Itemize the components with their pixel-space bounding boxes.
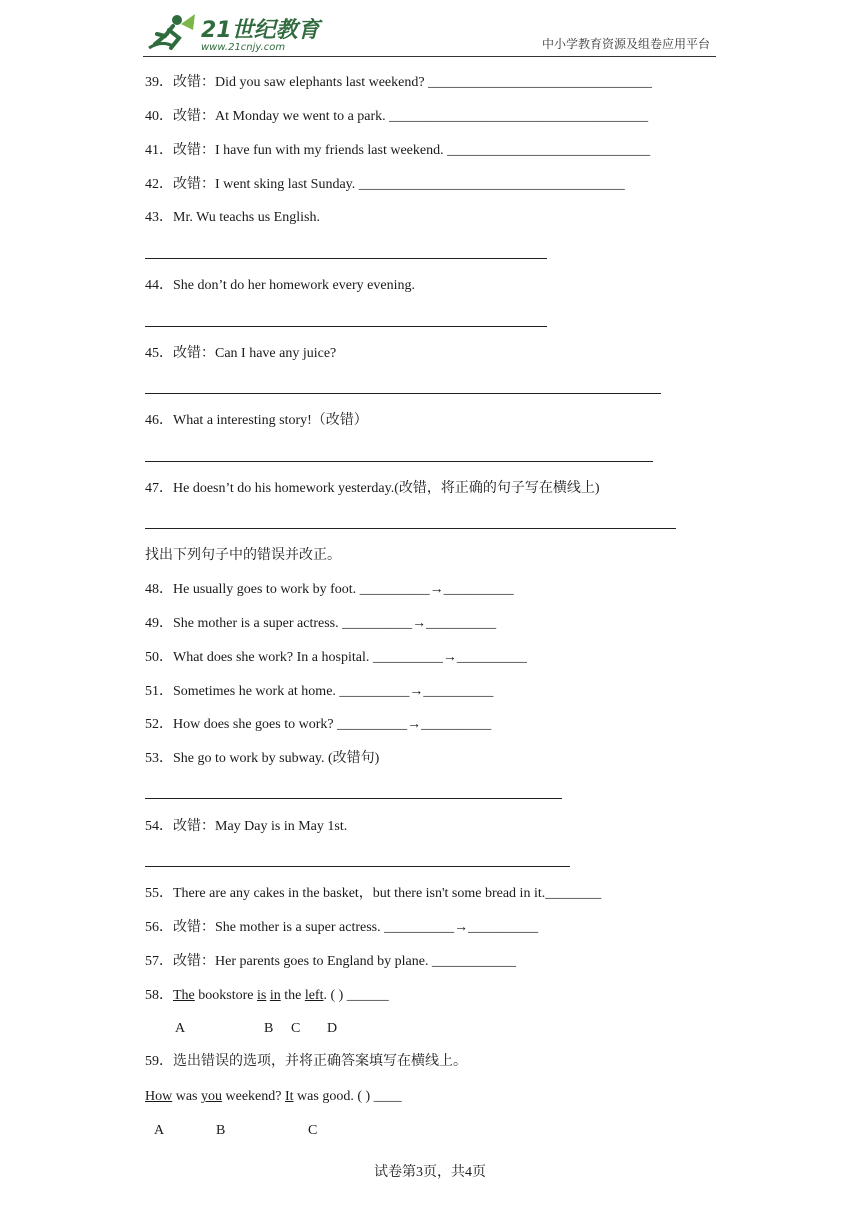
q59-option-b: B	[216, 1123, 226, 1138]
question-58: 58．The bookstore is in the left. ( ) ______	[145, 988, 389, 1003]
question-52: 52．How does she goes to work? __________→__________	[145, 717, 492, 732]
question-41: 41．改错：I have fun with my friends last weekend. _____________________________	[145, 143, 651, 158]
answer-line-46[interactable]	[145, 461, 653, 462]
question-49: 49．She mother is a super actress. __________→__________	[145, 616, 497, 631]
answer-line-53[interactable]	[145, 798, 562, 799]
question-59: How was you weekend? It was good. ( ) ____	[145, 1089, 402, 1104]
question-59-intro: 59．选出错误的选项，并将正确答案填写在横线上。	[145, 1054, 467, 1069]
logo	[143, 10, 343, 54]
question-54: 54．改错：May Day is in May 1st.	[145, 819, 348, 834]
platform-name: 中小学教育资源及组卷应用平台	[541, 37, 710, 51]
q58-option-b: B	[264, 1021, 274, 1036]
option-a-word: How	[145, 1089, 173, 1104]
question-40: 40．改错：At Monday we went to a park. _____________________________________	[145, 109, 649, 124]
q58-option-d: D	[327, 1021, 338, 1036]
option-b-word: you	[201, 1089, 223, 1104]
question-55: 55．There are any cakes in the basket，but there isn't some bread in it.________	[145, 886, 602, 901]
answer-line-54[interactable]	[145, 866, 570, 867]
option-a-word: The	[173, 988, 195, 1003]
answer-line-44[interactable]	[145, 326, 547, 327]
question-58-number: 58．	[145, 988, 173, 1003]
option-c-word: in	[269, 988, 281, 1003]
answer-line-45[interactable]	[145, 393, 661, 394]
question-51: 51．Sometimes he work at home. __________→__________	[145, 684, 494, 699]
question-47: 47．He doesn’t do his homework yesterday.(改错，将正确的句子写在横线上)	[145, 481, 600, 496]
question-57: 57．改错：Her parents goes to England by plane. ____________	[145, 954, 516, 969]
answer-line-47[interactable]	[145, 528, 676, 529]
question-46: 46．What a interesting story!（改错）	[145, 413, 368, 428]
question-53: 53．She go to work by subway. (改错句)	[145, 751, 380, 766]
question-48: 48．He usually goes to work by foot. __________→__________	[145, 582, 514, 597]
option-c-word: It	[284, 1089, 294, 1104]
section-instruction: 找出下列句子中的错误并改正。	[145, 548, 341, 563]
q58-option-a: A	[175, 1021, 186, 1036]
page-footer: 试卷第3页，共4页	[374, 1165, 486, 1180]
option-b-word: is	[256, 988, 267, 1003]
logo-text: 21世纪教育	[201, 18, 320, 43]
question-45: 45．改错：Can I have any juice?	[145, 346, 337, 361]
logo-url: www.21cnjy.com	[201, 42, 286, 53]
runner-logo-icon	[149, 14, 195, 48]
question-43: 43．Mr. Wu teachs us English.	[145, 210, 320, 225]
q59-option-a: A	[154, 1123, 165, 1138]
option-d-word: left	[304, 988, 324, 1003]
question-50: 50．What does she work? In a hospital. __________→__________	[145, 650, 527, 665]
question-42: 42．改错：I went sking last Sunday. ______________________________________	[145, 177, 625, 192]
page-header	[143, 10, 716, 57]
question-39: 39．改错：Did you saw elephants last weekend? ________________________________	[145, 75, 653, 90]
q59-option-c: C	[308, 1123, 318, 1138]
question-56: 56．改错：She mother is a super actress. __________→__________	[145, 920, 539, 935]
question-44: 44．She don’t do her homework every evening.	[145, 278, 415, 293]
answer-line-43[interactable]	[145, 258, 547, 259]
q58-option-c: C	[291, 1021, 301, 1036]
